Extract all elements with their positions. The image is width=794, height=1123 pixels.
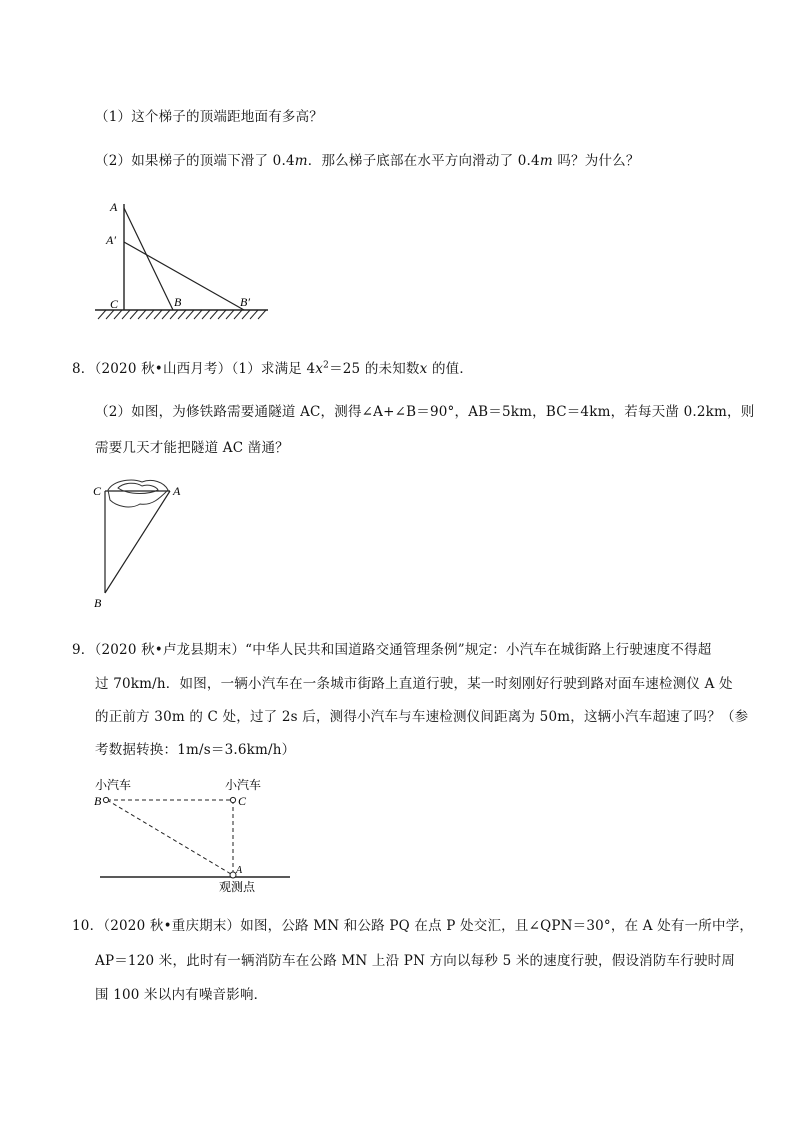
q7-part2-b: ．那么梯子底部在水平方向滑动了 0.4 <box>307 153 540 169</box>
ground-hatch <box>95 310 268 319</box>
q8-p1-x: x <box>315 361 324 377</box>
q7-part2-unit1: m <box>294 153 308 169</box>
label-A: A <box>110 200 118 214</box>
q10-source: （2020 秋•重庆期末） <box>103 918 241 934</box>
q10-line2: AP＝120 米，此时有一辆消防车在公路 MN 上沿 PN 方向以每秒 5 米的速度行驶，假设消防车行驶时周 <box>95 953 736 969</box>
label-car-b: 小汽车 <box>95 778 132 792</box>
q9-text1: “中华人民共和国道路交通管理条例”规定：小汽车在城街路上行驶速度不得超 <box>245 642 712 658</box>
segment-ba <box>107 800 231 874</box>
label-B: B <box>94 596 102 610</box>
q9-number: 9． <box>72 642 95 658</box>
q7-part2-a: （2）如果梯子的顶端下滑了 0.4 <box>95 153 295 169</box>
label-A: A <box>173 484 181 498</box>
label-car-c: 小汽车 <box>225 778 262 792</box>
q10-line1 <box>72 914 753 934</box>
label-B-prime: B′ <box>240 295 250 309</box>
q10-line3: 围 100 米以内有噪音影响． <box>95 987 268 1003</box>
q8-p1-x2: x <box>419 361 428 377</box>
q7-part2-c: 吗？为什么？ <box>552 153 640 169</box>
label-C: C <box>110 297 119 311</box>
label-B: B <box>94 794 102 808</box>
q10-number: 10． <box>72 918 104 934</box>
q7-ladder-figure <box>90 192 275 327</box>
mountain-inner <box>118 483 158 493</box>
q8-part2-line2: 需要几天才能把隧道 AC 凿通？ <box>95 440 289 456</box>
point-c <box>230 797 235 802</box>
label-C: C <box>238 794 247 808</box>
q8-p1-a: （1）求满足 4 <box>231 361 316 377</box>
q7-part2 <box>95 149 640 169</box>
q8-part2-line1: （2）如图，为修铁路需要通隧道 AC，测得∠A+∠B＝90°，AB＝5km，BC＝4km，若每天凿 0.2km，则 <box>95 404 755 420</box>
label-C: C <box>93 484 102 498</box>
label-B: B <box>174 295 182 309</box>
q9-source: （2020 秋•卢龙县期末） <box>94 642 246 658</box>
ladder-a1b1 <box>124 242 244 310</box>
q8-tunnel-figure <box>90 476 190 614</box>
q9-line2: 过 70km/h．如图，一辆小汽车在一条城市街路上直道行驶，某一时刻刚好行驶到路对面车速检测仪 A 处 <box>95 676 733 692</box>
q9-line1 <box>72 638 711 658</box>
q8-source: （2020 秋•山西月考） <box>94 361 232 377</box>
q9-line4: 考数据转换：1m/s＝3.6km/h） <box>95 742 296 758</box>
q9-car-figure <box>95 774 295 896</box>
label-station: 观测点 <box>219 880 256 894</box>
q8-part1 <box>72 357 473 377</box>
q8-p1-c: 的值． <box>427 361 474 377</box>
q8-number: 8． <box>72 361 95 377</box>
q7-part2-unit2: m <box>539 153 553 169</box>
side-ab <box>105 491 170 593</box>
point-b <box>103 797 108 802</box>
label-A-prime: A′ <box>106 233 116 247</box>
q8-p1-b: ＝25 的未知数 <box>329 361 420 377</box>
q9-line3: 的正前方 30m 的 C 处，过了 2s 后，测得小汽车与车速检测仪间距离为 50m，这辆小汽车超速了吗？（参 <box>95 709 749 725</box>
label-A: A <box>236 865 243 876</box>
q7-part1: （1）这个梯子的顶端距地面有多高？ <box>95 109 323 125</box>
ladder-ab <box>124 208 173 310</box>
q8-p1-sup: 2 <box>323 360 330 371</box>
q10-text1: 如图，公路 MN 和公路 PQ 在点 P 处交汇，且∠QPN＝30°，在 A 处有一所中学， <box>240 918 754 934</box>
